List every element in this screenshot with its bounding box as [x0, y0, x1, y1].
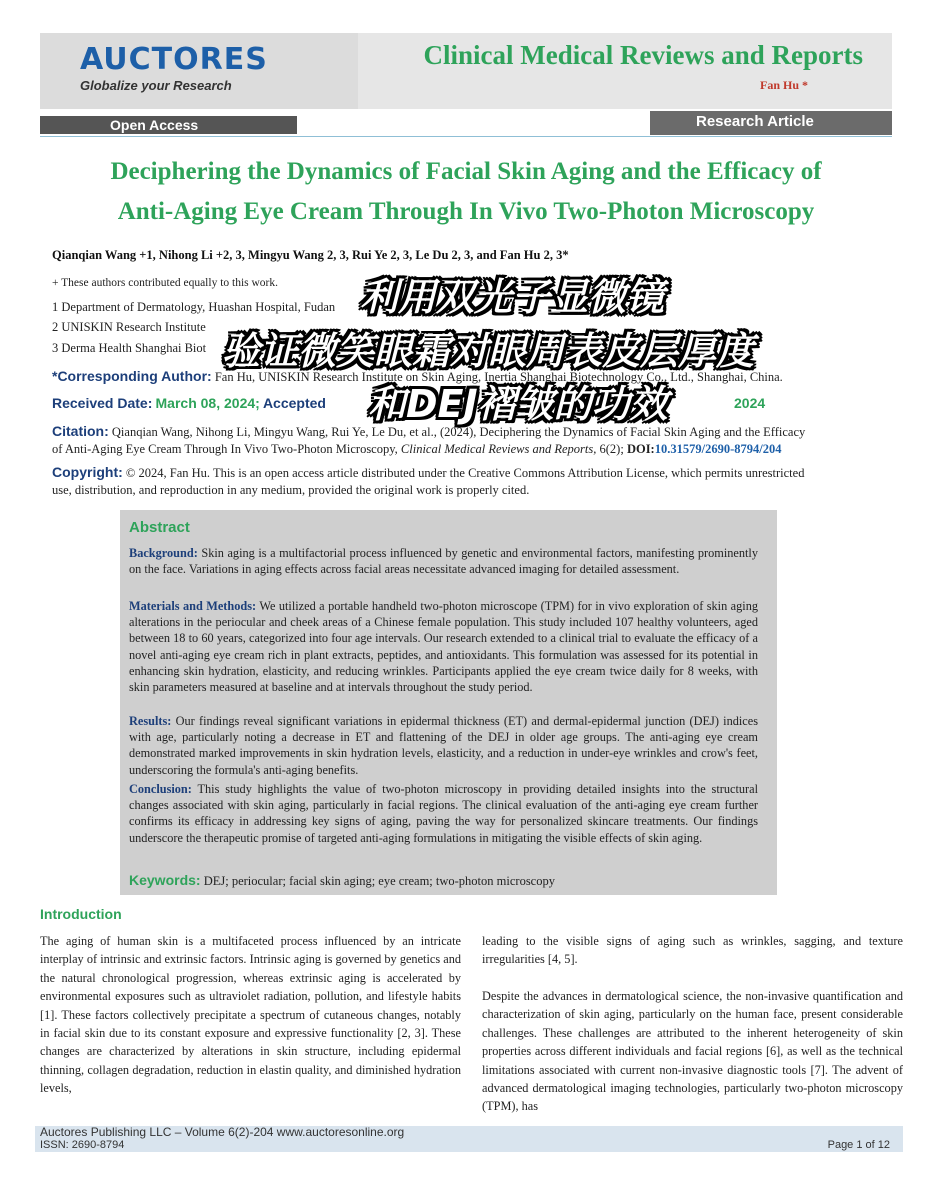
header-divider — [40, 136, 892, 137]
abstract-methods — [129, 598, 758, 695]
overlay-caption-line-1: 利用双光子显微镜 — [360, 275, 665, 319]
affiliation-1: 1 Department of Dermatology, Huashan Hospital, Fudan — [52, 300, 336, 314]
copyright-text-2: use, distribution, and reproduction in any medium, provided the original work is properly cited. — [52, 483, 530, 497]
open-access-label: Open Access — [110, 117, 199, 133]
methods-text: We utilized a portable handheld two-photon microscope (TPM) for in vivo exploration of skin aging alterations in the periocular and cheek areas of a Chinese female population. This study included 107 healthy volunteers, aged between 18 to 60 years, categorized into four age intervals. Our research extended to a clinical trial to evaluate the efficacy of a novel anti-aging eye cream rich in plant extracts, peptides, and antioxidants. This formulation was assessed for its potential in enhancing skin hydration, elasticity, and reducing wrinkles. Participants applied the eye cream twice daily for 8 weeks, with skin parameters measured at baseline and at intervals throughout the study period. — [129, 599, 758, 695]
received-label: Received Date: — [52, 395, 153, 411]
footer-page-number: Page 1 of 12 — [827, 1139, 890, 1151]
citation-text-2: of Anti-Aging Eye Cream Through In Vivo Two-Photon Microscopy, — [52, 442, 398, 456]
article-type-label: Research Article — [696, 113, 814, 130]
conclusion-text: This study highlights the value of two-photon microscopy in providing detailed insights into the structural changes associated with skin aging, particularly in facial regions. The clinical evaluation of the anti-aging eye cream further confirms its efficacy in addressing key signs of aging, paving the way for personalized skincare treatments. Our findings underscore the therapeutic promise of targeted anti-aging formulations in mitigating the visible effects of skin aging. — [129, 782, 758, 845]
background-text: Skin aging is a multifactorial process influenced by genetic and environmental factors, manifesting prominently on the face. Variations in aging effects across facial areas necessitate advanced imaging for detailed assessment. — [129, 546, 758, 577]
results-text: Our findings reveal significant variations in epidermal thickness (ET) and dermal-epidermal junction (DEJ) indices with age, particularly noting a decrease in ET and flattening of the DEJ in older age groups. The anti-aging eye cream demonstrated marked improvements in skin hydration levels, elasticity, and a reduction in under-eye wrinkles and crow's feet, underscoring the formula's anti-aging benefits. — [129, 714, 758, 777]
abstract-results — [129, 713, 758, 778]
corresponding-label: *Corresponding Author: — [52, 368, 212, 384]
affiliation-note: + These authors contributed equally to this work. — [52, 277, 279, 289]
title-line-1: Deciphering the Dynamics of Facial Skin Aging and the Efficacy of — [110, 158, 822, 185]
article-type-bar — [650, 111, 892, 135]
introduction-heading: Introduction — [40, 906, 122, 922]
citation — [52, 423, 892, 458]
citation-journal: Clinical Medical Reviews and Reports, — [400, 442, 597, 456]
footer-publisher: Auctores Publishing LLC – Volume 6(2)-204 www.auctoresonline.org — [40, 1125, 405, 1139]
footer-issn: ISSN: 2690-8794 — [40, 1139, 125, 1151]
affiliation-2: 2 UNISKIN Research Institute — [52, 320, 206, 334]
methods-label: Materials and Methods: — [129, 599, 257, 613]
doi-label: DOI: — [626, 442, 655, 456]
date-end: 2024 — [734, 395, 766, 411]
conclusion-label: Conclusion: — [129, 782, 192, 796]
keywords-text: DEJ; periocular; facial skin aging; eye cream; two-photon microscopy — [203, 874, 555, 888]
intro-column-right-para-2: Despite the advances in dermatological science, the non-invasive quantification and characterization of skin aging, particularly on the human face, present considerable challenges. These challenges are attributed to the inherent heterogeneity of skin properties across different individuals and facial regions [6], as well as the technical limitations associated with current non-invasive diagnostic tools [7]. The advent of advanced dermatological imaging technologies, particularly two-photon microscopy (TPM), has — [482, 989, 903, 1114]
keywords — [129, 872, 555, 889]
publisher-logo: AUCTORES — [80, 42, 268, 77]
author-list: Qianqian Wang +1, Nihong Li +2, 3, Mingyu Wang 2, 3, Rui Ye 2, 3, Le Du 2, 3, and Fan Hu 2, 3* — [52, 248, 569, 262]
journal-title: Clinical Medical Reviews and Reports — [423, 40, 863, 70]
corresponding-text: Fan Hu, UNISKIN Research Institute on Skin Aging, Inertia Shanghai Biotechnology Co., Ltd., Shanghai, China. — [214, 370, 783, 384]
intro-column-right-para-1: leading to the visible signs of aging such as wrinkles, sagging, and texture irregularities [4, 5]. — [482, 934, 903, 967]
copyright-label: Copyright: — [52, 464, 123, 480]
abstract-background — [129, 545, 758, 577]
abstract-conclusion — [129, 781, 758, 846]
affiliation-3: 3 Derma Health Shanghai Biot — [52, 341, 207, 355]
received-date: March 08, 2024; — [155, 395, 260, 411]
abstract-heading: Abstract — [129, 519, 190, 536]
background-label: Background: — [129, 546, 198, 560]
logo-tagline: Globalize your Research — [80, 78, 232, 93]
accepted-label: Accepted — [262, 395, 326, 411]
copyright — [52, 464, 892, 499]
title-line-2: Anti-Aging Eye Cream Through In Vivo Two-Photon Microscopy — [117, 198, 815, 225]
citation-label: Citation: — [52, 423, 109, 439]
author-tag: Fan Hu * — [759, 78, 808, 92]
overlay-caption-line-3: 和DEJ褶皱的功效 — [368, 382, 668, 426]
keywords-label: Keywords: — [129, 872, 201, 888]
results-label: Results: — [129, 714, 172, 728]
doi-link[interactable]: 10.31579/2690-8794/204 — [654, 442, 782, 456]
copyright-text-1: © 2024, Fan Hu. This is an open access article distributed under the Creative Commons Attribution License, which permits unrestricted — [125, 466, 805, 480]
overlay-caption-line-2: 验证微笑眼霜对眼周表皮层厚度 — [222, 329, 755, 373]
article-title — [40, 152, 892, 232]
citation-text-1: Qianqian Wang, Nihong Li, Mingyu Wang, Rui Ye, Le Du, et al., (2024), Deciphering the Dynamics of Facial Skin Aging and the Efficacy — [111, 425, 806, 439]
intro-column-left: The aging of human skin is a multifaceted process influenced by an intricate interplay of intrinsic and extrinsic factors. Intrinsic aging is governed by genetics and the natural chronological progression, whereas extrinsic aging is accelerated by environmental exposures such as ultraviolet radiation, pollution, and lifestyle habits [1]. These factors collectively precipitate a spectrum of cutaneous changes, notably in facial skin due to its constant exposure and expressive functionality [2, 3]. These changes are characterized by alterations in skin structure, including epidermal thinning, collagen degradation, reduction in elastin quality, and diminished hydration levels, — [40, 934, 461, 1096]
citation-volume: 6(2); — [599, 442, 624, 456]
open-access-bar — [40, 116, 297, 134]
